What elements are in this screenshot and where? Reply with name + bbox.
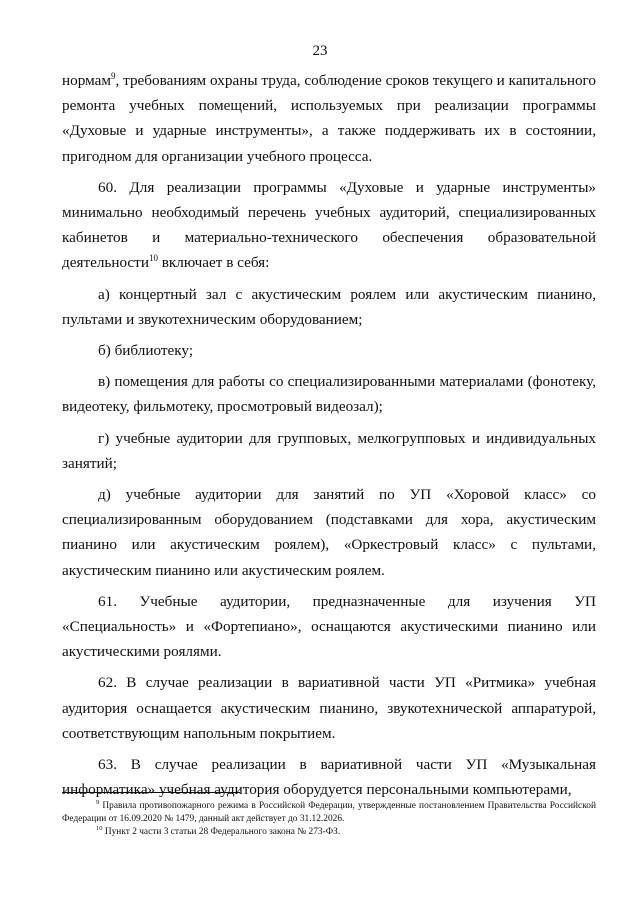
- page-number: 23: [312, 43, 328, 59]
- list-item-g: г) учебные аудитории для групповых, мелкогрупповых и индивидуальных занятий;: [62, 429, 596, 472]
- paragraph-60: 60. Для реализации программы «Духовые и ударные инструменты» минимально необходимый перечень учебных аудиторий, специализированных кабинетов и материально-технического обеспечения образовательной деятельности$^{10}$ включает в себя:: [62, 178, 596, 272]
- list-item-v: в) помещения для работы со специализированными материалами (фонотеку, видеотеку, фильмотеку, просмотровый видеозал);: [62, 373, 596, 416]
- footnote-separator: [62, 792, 240, 793]
- footnote-ref-9: 9: [110, 70, 116, 81]
- main-text: [62, 68, 596, 802]
- paragraph-61: 61. Учебные аудитории, предназначенные для изучения УП «Специальность» и «Фортепиано», оснащаются акустическими пианино или акустическими роялями.: [62, 592, 596, 661]
- footnote-10: $^{10}$ Пункт 2 части 3 статьи 28 Федерального закона № 273-ФЗ.: [96, 824, 341, 837]
- list-item-d: д) учебные аудитории для занятий по УП «Хоровой класс» со специализированным оборудованием (подставками для хора, акустическим пианино или акустическим роялем), «Оркестровый класс» с пультами, акустическим пианино или акустическим роялем.: [62, 486, 596, 579]
- footnote-9: $^9$ Правила противопожарного режима в Российской Федерации, утвержденные постановлением Правительства Российской Федерации от 16.09.2020 № 1479, данный акт действует до 31.12.2026.: [62, 798, 596, 824]
- list-item-b: б) библиотеку;: [98, 342, 194, 360]
- paragraph-62: 62. В случае реализации в вариативной части УП «Ритмика» учебная аудитория оснащается акустическим пианино, звукотехнической аппаратурой, соответствующим напольным покрытием.: [62, 674, 596, 742]
- footnote-ref-10: 10: [148, 253, 158, 264]
- footnotes: [62, 800, 596, 839]
- paragraph-63: 63. В случае реализации в вариативной части УП «Музыкальная информатика» учебная аудитория оборудуется персональными компьютерами,: [62, 756, 596, 799]
- paragraph-continuation: нормам$^9$, требованиям охраны труда, соблюдение сроков текущего и капитального ремонта учебных помещений, используемых при реализации программы «Духовые и ударные инструменты», а также поддерживать их в состоянии, пригодном для организации учебного процесса.: [62, 70, 596, 165]
- list-item-a: а) концертный зал с акустическим роялем или акустическим пианино, пультами и звукотехническим оборудованием;: [62, 285, 596, 328]
